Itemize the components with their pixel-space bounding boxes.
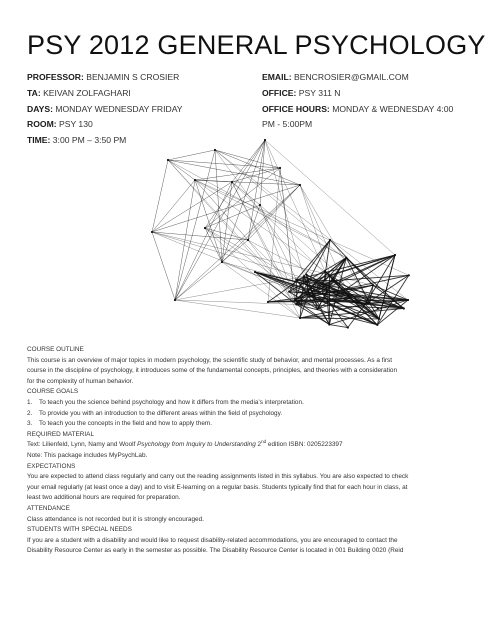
graph-node (378, 318, 380, 320)
graph-node (408, 274, 410, 276)
graph-edge (232, 182, 300, 318)
list-item (27, 398, 477, 409)
graph-edge (222, 262, 300, 318)
section-attendance (27, 504, 477, 525)
graph-node (364, 303, 366, 305)
graph-node (214, 149, 216, 151)
graph-edge (232, 140, 265, 182)
paragraph-line: for the complexity of human behavior. (27, 377, 134, 385)
info-label: TIME: (27, 135, 51, 146)
graph-node (376, 324, 378, 326)
paragraph-line: your email regularly (at least once a day) and to visit E-learning on a regular basis. Students typically find that for each hour in class, at (27, 483, 408, 491)
info-value: PM - 5:00PM (262, 119, 313, 130)
book-title: Psychology from Inquiry to Understanding (137, 441, 256, 449)
graph-node (288, 291, 290, 293)
list-item (27, 409, 477, 420)
graph-edge (152, 232, 175, 300)
graph-node (328, 275, 330, 277)
section-heading: COURSE OUTLINE (27, 346, 84, 353)
graph-node (231, 181, 233, 183)
graph-node (307, 289, 309, 291)
graph-node (349, 297, 351, 299)
graph-node (309, 295, 311, 297)
graph-node (302, 282, 304, 284)
graph-node (167, 159, 169, 161)
graph-node (324, 270, 326, 272)
graph-node (321, 293, 323, 295)
paragraph-line: This course is an overview of major topics in modern psychology, the scientific study of behavior, and mental processes. As a first (27, 356, 393, 364)
graph-node (394, 254, 396, 256)
info-label: EMAIL: (262, 72, 292, 82)
graph-node (221, 261, 223, 263)
graph-node (151, 231, 153, 233)
paragraph-line: You are expected to attend class regularly and carry out the reading assignments listed in this syllabus. You are also expected to check (27, 473, 409, 481)
section-course-goals (27, 387, 477, 429)
info-value: BENJAMIN S CROSIER (86, 72, 180, 82)
graph-edge (330, 240, 373, 285)
info-value: 3:00 PM – 3:50 PM (52, 135, 127, 146)
info-value: MONDAY & WEDNESDAY 4:00 (332, 103, 454, 114)
section-special-needs (27, 525, 477, 557)
paragraph-line: Disability Resource Center as early in the semester as possible. The Disability Resource Center is located in 001 Building 0020 (Reid (27, 547, 404, 555)
graph-edge (175, 276, 304, 300)
section-heading: STUDENTS WITH SPECIAL NEEDS (27, 526, 132, 534)
info-label: ROOM: (27, 119, 57, 130)
section-required-material (27, 430, 477, 462)
graph-edge (168, 160, 289, 292)
graph-node (299, 317, 301, 319)
graph-node (316, 308, 318, 310)
graph-node (331, 280, 333, 282)
graph-edge (195, 180, 248, 240)
textbook-line (27, 440, 477, 451)
graph-node (299, 184, 301, 186)
graph-node (259, 204, 261, 206)
section-expectations (27, 462, 477, 504)
info-value: PSY 130 (59, 119, 93, 130)
graph-node (377, 307, 379, 309)
graph-edge (265, 140, 325, 271)
section-heading: COURSE GOALS (27, 388, 79, 396)
list-number: 3. (27, 420, 33, 428)
graph-node (369, 302, 371, 304)
graph-node (194, 179, 196, 181)
page-title: PSY 2012 GENERAL PSYCHOLOGY (27, 30, 486, 60)
graph-node (174, 299, 176, 301)
list-text: To teach you the science behind psychology and how it differs from the media’s interpretation. (39, 398, 304, 406)
section-course-outline (27, 345, 477, 387)
graph-node (372, 284, 374, 286)
graph-node (295, 303, 297, 305)
graph-node (294, 299, 296, 301)
text-prefix: Text: Lilienfeld, Lynn, Namy and Woolf (27, 441, 138, 449)
graph-node (308, 292, 310, 294)
graph-edge (205, 205, 260, 228)
list-item (27, 419, 477, 430)
paragraph-line: If you are a student with a disability and would like to request disability-related accommodations, you are encouraged to contact the (27, 536, 398, 544)
graph-edge (152, 160, 168, 232)
graph-node (407, 299, 409, 301)
section-heading: ATTENDANCE (27, 504, 70, 512)
info-value: PSY 311 N (298, 87, 341, 98)
graph-edge (260, 205, 296, 280)
graph-node (295, 279, 297, 281)
paragraph-line: Class attendance is not recorded but it is strongly encouraged. (27, 515, 204, 523)
graph-node (303, 275, 305, 277)
edition-number: 2 (255, 441, 262, 449)
edition-suffix: nd (261, 439, 267, 445)
section-heading: REQUIRED MATERIAL (27, 430, 94, 438)
list-number: 1. (27, 398, 33, 406)
graph-edge (265, 140, 395, 255)
graph-edge (215, 150, 222, 262)
graph-node (328, 323, 330, 325)
graph-node (403, 307, 405, 309)
graph-edge (300, 318, 379, 319)
graph-node (329, 239, 331, 241)
list-text: To teach you the concepts in the field and how to apply them. (39, 420, 213, 428)
graph-node (254, 271, 256, 273)
graph-node (347, 326, 349, 328)
list-number: 2. (27, 409, 33, 417)
graph-node (247, 239, 249, 241)
graph-edge (168, 160, 195, 180)
graph-edge (329, 325, 347, 328)
graph-edge (168, 150, 215, 160)
info-value: KEIVAN ZOLFAGHARI (43, 87, 131, 98)
section-heading: EXPECTATIONS (27, 462, 76, 470)
graph-node (267, 301, 269, 303)
graph-node (305, 274, 307, 276)
info-label: DAYS: (27, 103, 53, 114)
graph-edge (195, 180, 232, 182)
info-label: PROFESSOR: (27, 72, 84, 82)
graph-edge (175, 262, 222, 300)
graph-node (204, 227, 206, 229)
graph-node (345, 257, 347, 259)
graph-node (279, 167, 281, 169)
paragraph-line: least two additional hours are required for preparation. (27, 494, 181, 502)
info-value: MONDAY WEDNESDAY FRIDAY (55, 103, 183, 114)
info-label: OFFICE: (262, 87, 297, 98)
list-text: To provide you with an introduction to the different areas within the field of psychology. (39, 409, 283, 417)
graph-edge (205, 228, 300, 318)
email-link[interactable]: BENCROSIER@GMAIL.COM (294, 72, 409, 82)
graph-node (264, 139, 266, 141)
graph-edge (152, 180, 195, 232)
paragraph-line: Note: This package includes MyPsychLab. (27, 451, 148, 459)
info-label: OFFICE HOURS: (262, 103, 330, 114)
info-label: TA: (27, 87, 41, 98)
syllabus-body (27, 345, 477, 557)
paragraph-line: course in the discipline of psychology, it introduces some of the fundamental concepts, principles, and theories with a consideration (27, 367, 398, 375)
graph-edge (175, 300, 300, 318)
text-suffix: edition ISBN: 0205223397 (266, 441, 343, 449)
